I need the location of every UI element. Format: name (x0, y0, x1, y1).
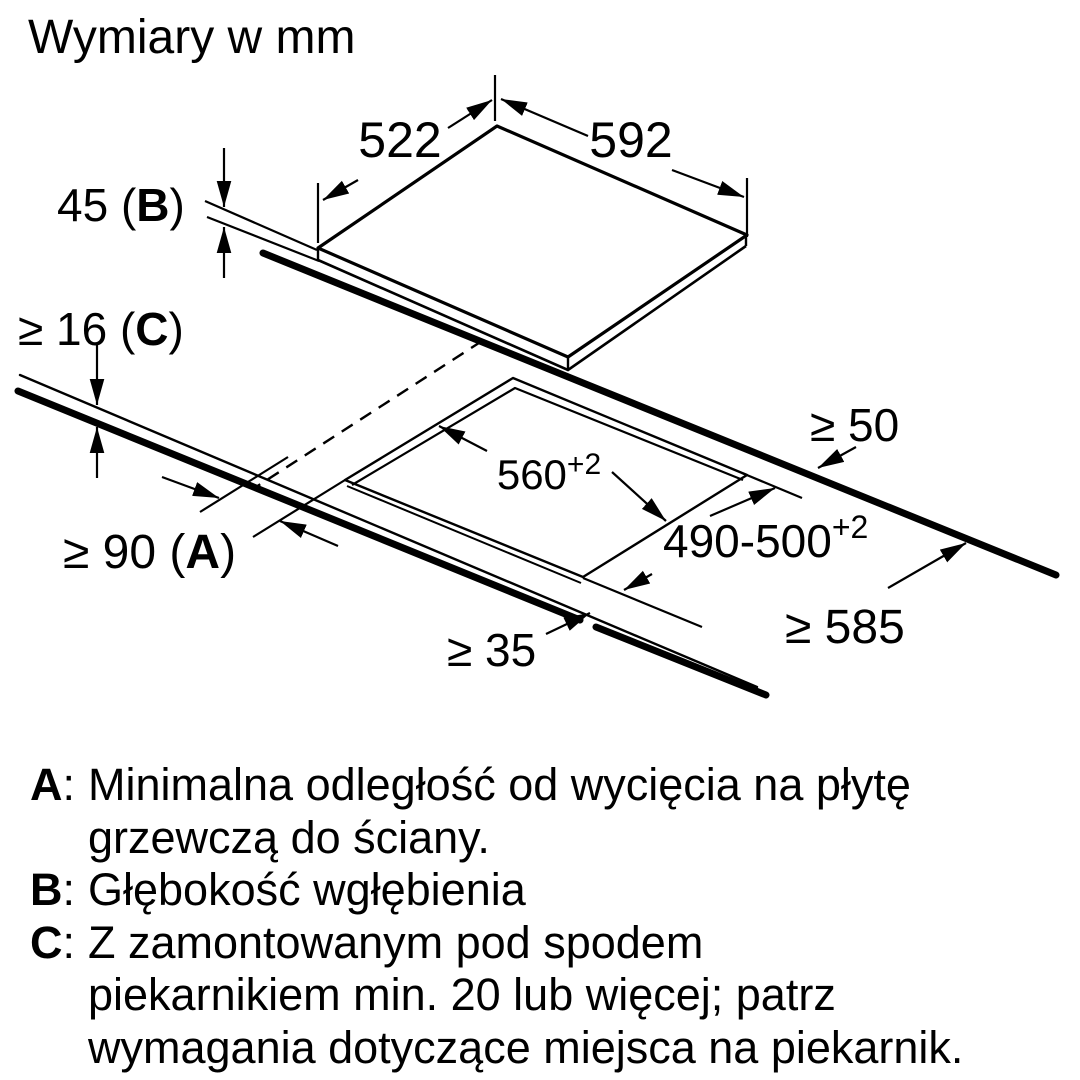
legend-line: wymagania dotyczące miejsca na piekarnik. (88, 1021, 964, 1073)
dim-arrow (672, 170, 744, 197)
dim-recess-depth-label: 45 (B) (57, 179, 185, 231)
dim-hob-width-label: 592 (589, 112, 673, 168)
legend-line: Z zamontowanym pod spodem (88, 916, 704, 968)
legend-letter: C (30, 916, 63, 968)
worktop-front-edge-bottom-line (596, 627, 766, 695)
dim-extension-line (742, 473, 802, 498)
legend-letter: B (30, 864, 63, 915)
legend-letter: A (30, 759, 63, 810)
legend-line: Głębokość wgłębienia (88, 864, 526, 915)
legend-item-c: C: Z zamontowanym pod spodem piekarnikiem min. 20 lub więcej; patrz wymagania dotyczące miejsca na piekarnik. (30, 917, 1060, 1075)
legend-line: grzewczą do ściany. (88, 811, 490, 863)
dim-hob-depth-label: 522 (358, 112, 442, 168)
dim-worktop-thickness-label: ≥ 16 (C) (18, 303, 184, 355)
dim-arrow (448, 100, 492, 128)
page-title: Wymiary w mm (28, 11, 356, 64)
dim-arrow (888, 543, 966, 588)
dim-wall-distance-label: ≥ 90 (A) (63, 526, 237, 579)
legend-item-a: A: Minimalna odległość od wycięcia na płytę grzewczą do ściany. (30, 759, 1060, 864)
legend-line: Minimalna odległość od wycięcia na płytę (88, 759, 911, 810)
dim-rear-clearance-label: ≥ 50 (810, 399, 900, 451)
dim-extension-line (205, 201, 317, 250)
legend (30, 759, 1060, 1074)
legend-line: piekarnikiem min. 20 lub więcej; patrz (88, 969, 836, 1020)
dim-worktop-depth-label: ≥ 585 (785, 601, 905, 654)
dim-front-clearance-label: ≥ 35 (447, 624, 537, 676)
dim-cutout-width-label: $560^{+2}$ (496, 448, 602, 498)
dim-arrow (323, 180, 358, 200)
dim-arrow (501, 99, 588, 136)
dim-arrow (162, 477, 219, 498)
dim-arrow (280, 521, 338, 546)
dim-cutout-depth-label: $490-500^{+2}$ (663, 509, 869, 567)
dim-extension-line (200, 457, 288, 512)
dim-arrow (624, 574, 652, 590)
legend-item-b: B: Głębokość wgłębienia (30, 864, 1060, 917)
